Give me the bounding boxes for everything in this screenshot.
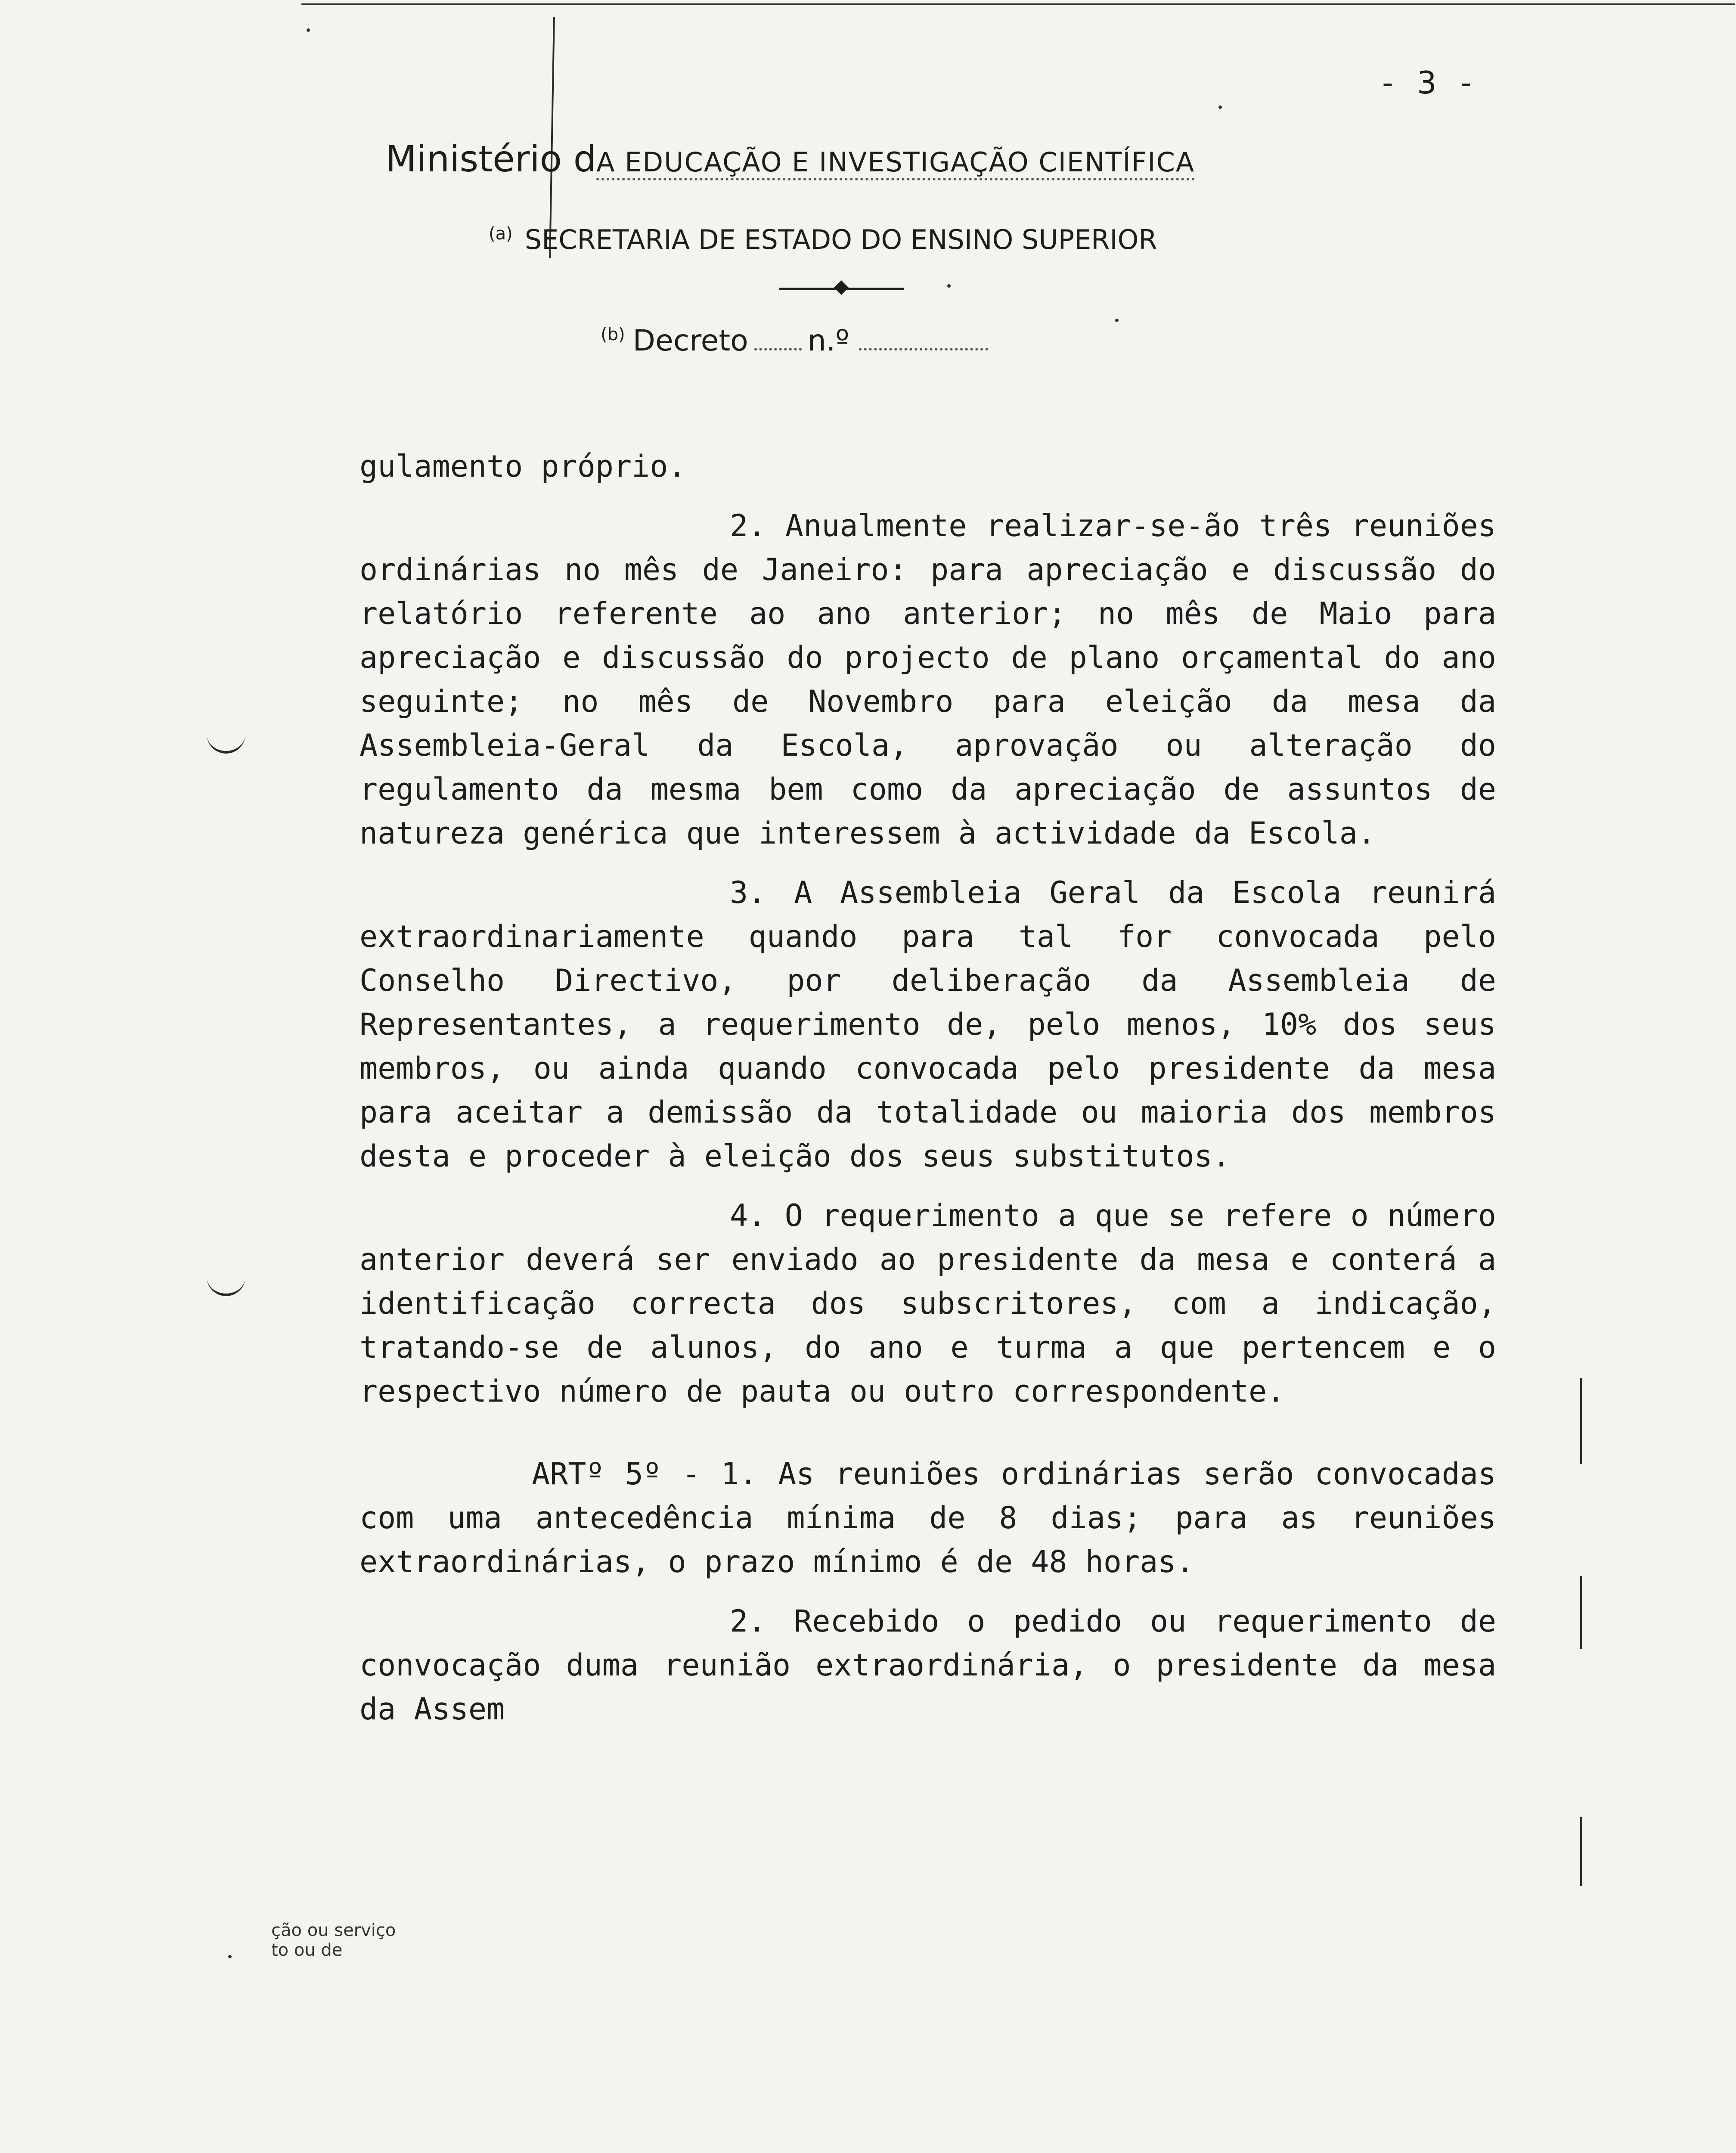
decreto-blank [754,348,802,351]
decreto-label: (b) [601,325,625,345]
footer-line-2: to ou de [271,1940,343,1960]
speck [1115,319,1119,322]
article-5-paragraph-2: 2. Recebido o pedido ou requerimento de convocação duma reunião extraordinária, o presidente da mesa da Assem [360,1604,1496,1727]
speck [947,284,951,288]
article-5-paragraph-1: ARTº 5º - 1. As reuniões ordinárias serão convocadas com uma antecedência mínima de 8 dias; para as reuniões extraordinárias, o prazo mínimo é de 48 horas. [360,1456,1496,1579]
margin-line [1580,1576,1582,1649]
footer-stamp [271,1920,396,1960]
binding-mark [207,732,245,754]
secretaria-line [489,224,1157,255]
page-number: - 3 - [1382,65,1479,101]
decreto-number-blank [859,348,988,351]
decreto-line [601,324,988,358]
ministry-heading [385,138,1333,180]
paragraph-4: 4. O requerimento a que se refere o número anterior deverá ser enviado ao presidente da mesa e conterá a identificação correcta dos subscritores, com a indicação, tratando-se de alunos, do ano e turma a que pertencem e o respectivo número de pauta ou outro correspondente. [360,1198,1496,1409]
paragraph-3: 3. A Assembleia Geral da Escola reunirá extraordinariamente quando para tal for convocada pelo Conselho Directivo, por deliberação da Assembleia de Representantes, a requerimento de, pelo menos, 10% dos seus membros, ou ainda quando convocada pelo presidente da mesa para aceitar a demissão da totalidade ou maioria dos membros desta e proceder à eleição dos seus substitutos. [360,875,1496,1174]
secretaria-label: (a) [489,224,513,244]
binding-mark [207,1275,245,1296]
margin-line [1580,1817,1582,1886]
decreto-number-label: n.º [807,324,849,358]
ministry-name: A EDUCAÇÃO E INVESTIGAÇÃO CIENTÍFICA [596,146,1195,180]
speck [307,28,310,32]
margin-line [1580,1378,1582,1464]
secretaria-name: SECRETARIA DE ESTADO DO ENSINO SUPERIOR [524,224,1157,255]
footer-line-1: ção ou serviço [271,1920,396,1940]
document-body [360,444,1496,1731]
paragraph-continuation: gulamento próprio. [360,449,686,484]
top-rule [301,3,1735,5]
divider-diamond [834,280,849,295]
speck [1218,105,1222,109]
paragraph-2: 2. Anualmente realizar-se-ão três reuniões ordinárias no mês de Janeiro: para apreciação e discussão do relatório referente ao ano anterior; no mês de Maio para apreciação e discussão do projecto de plano orçamental do ano seguinte; no mês de Novembro para eleição da mesa da Assembleia-Geral da Escola, aprovação ou alteração do regulamento da mesma bem como da apreciação de assuntos de natureza genérica que interessem à actividade da Escola. [360,508,1496,851]
speck [228,1955,232,1958]
decreto-word: Decreto [632,324,748,358]
ministry-prefix: Ministério d [385,138,597,180]
